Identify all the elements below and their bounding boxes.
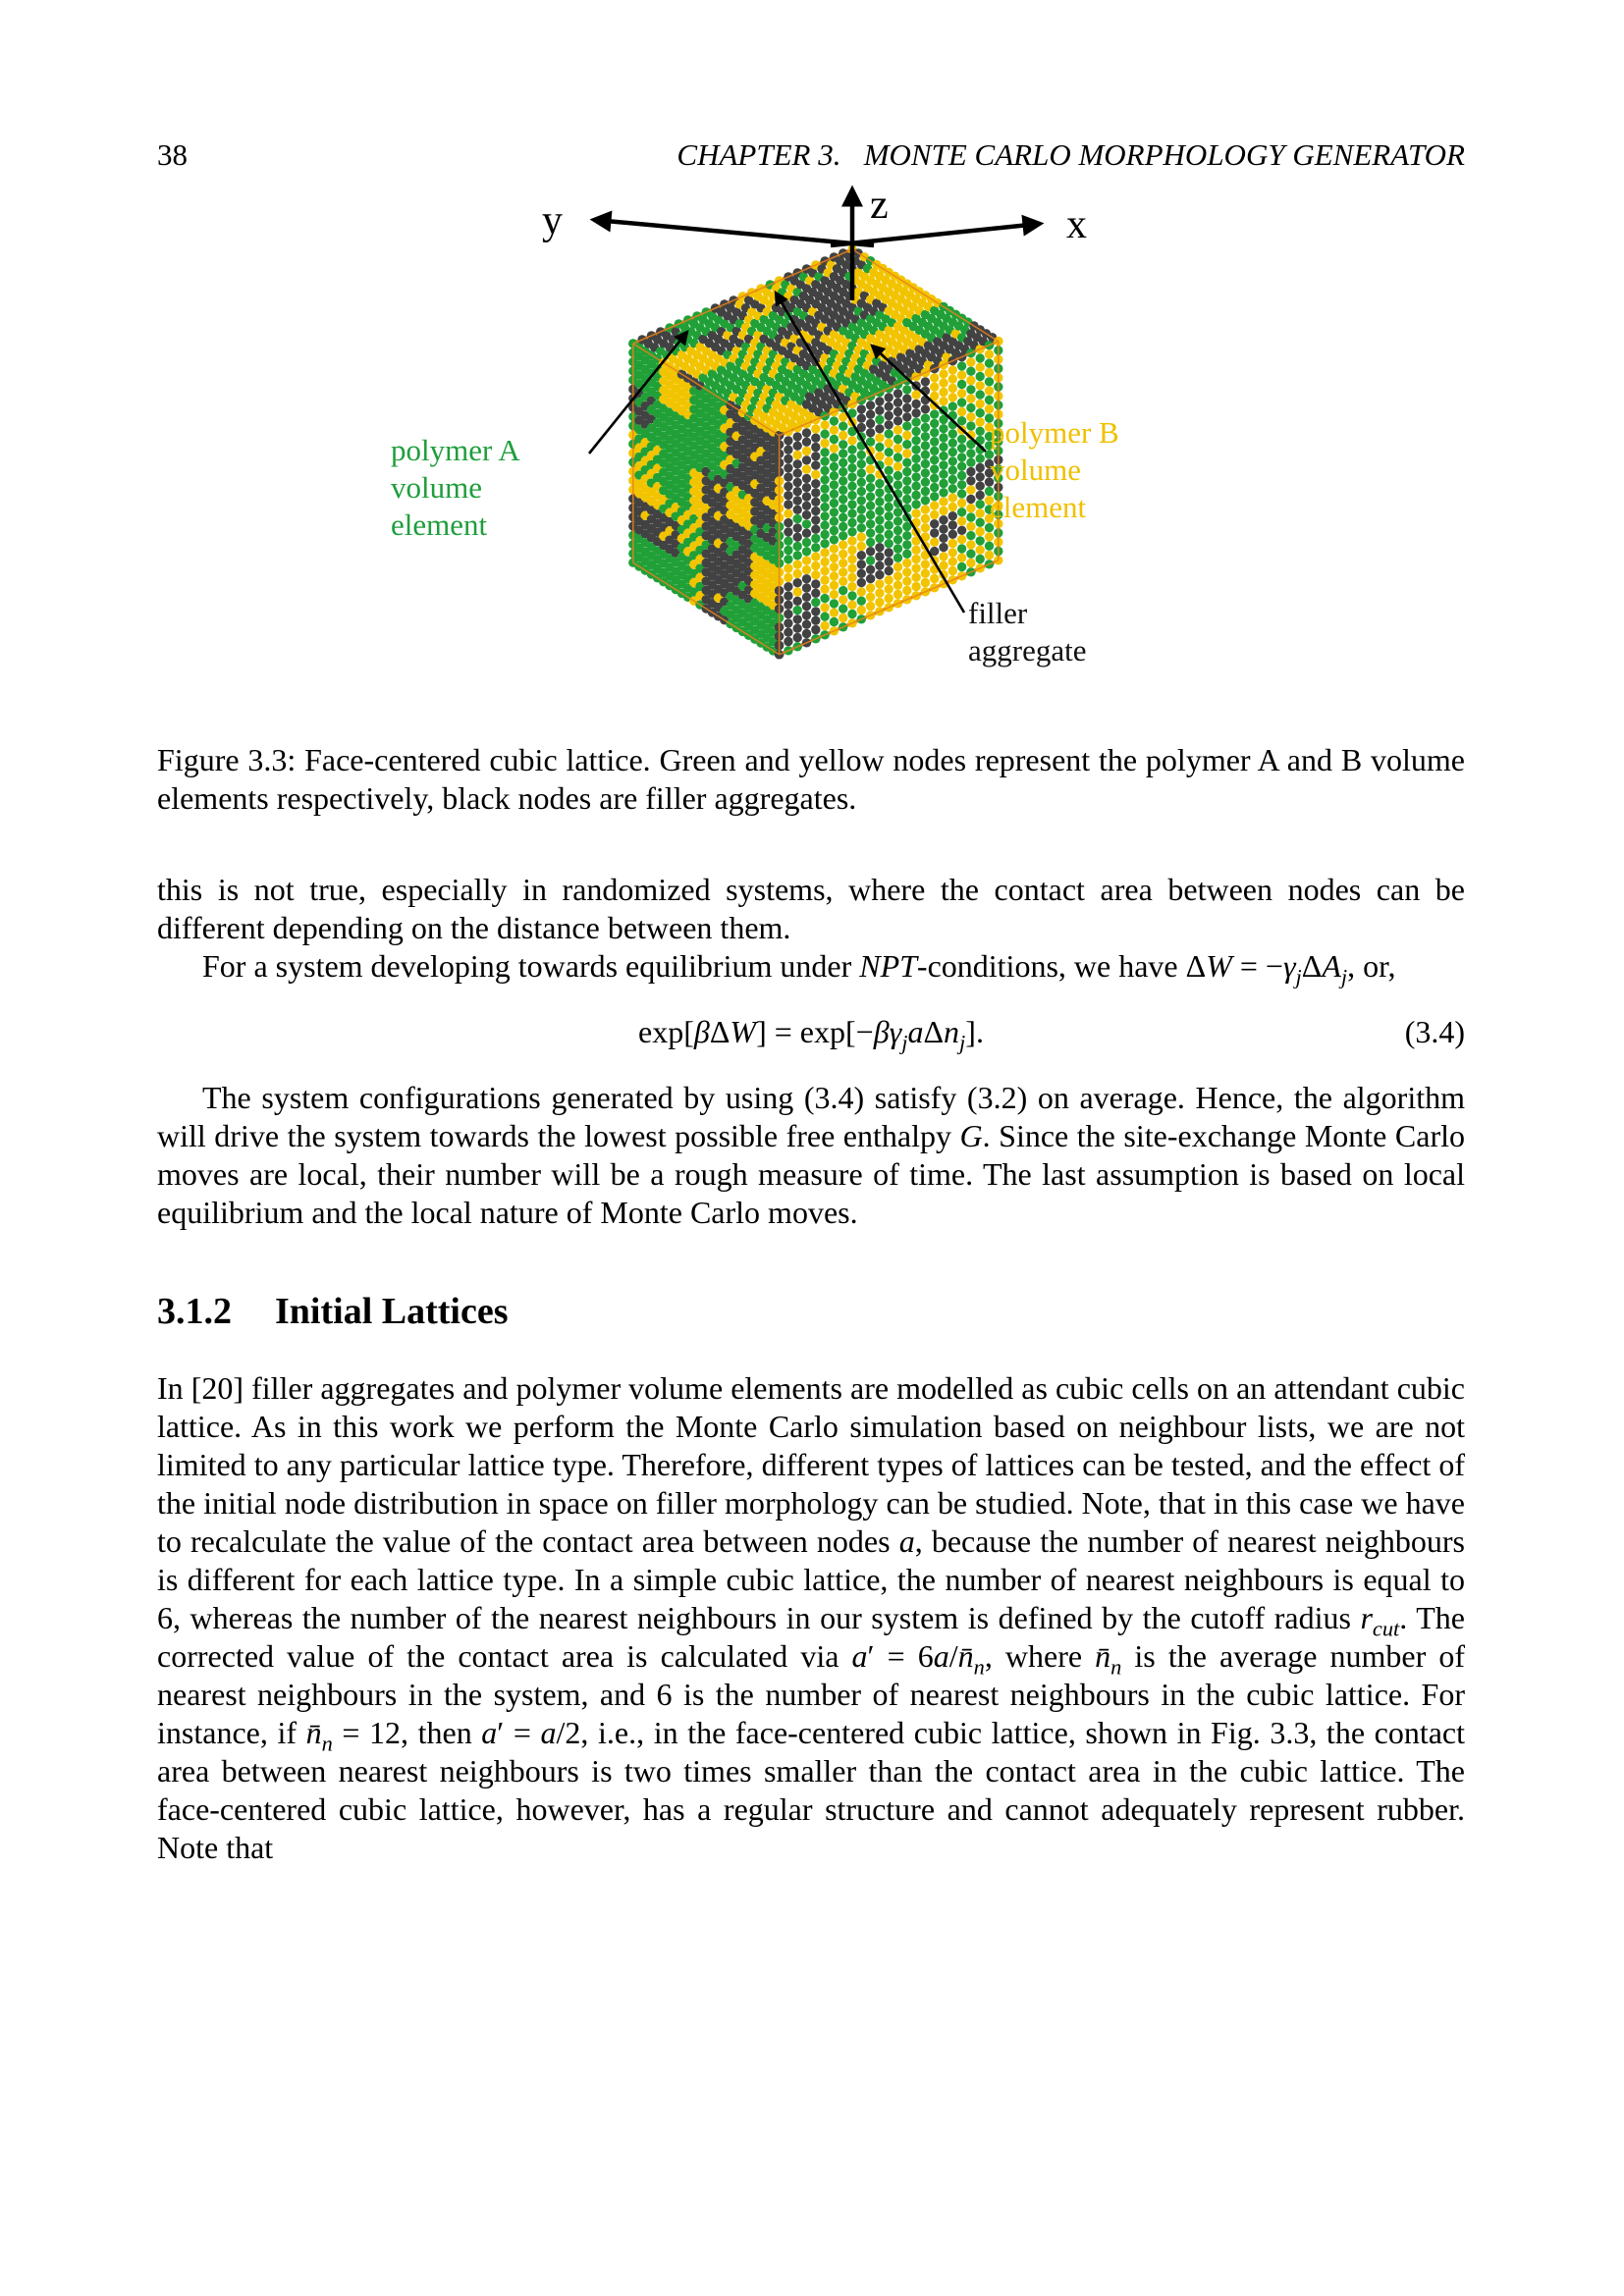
running-head: CHAPTER 3. MONTE CARLO MORPHOLOGY GENERATOR [677, 137, 1465, 172]
paragraph-system-configurations: The system configurations generated by using (3.4) satisfy (3.2) on average. Hence, the algorithm will drive the system towards the lowest possible free enthalpy G. Since the site-exchange Monte Carlo moves are local, their number will be a rough measure of time. The last assumption is based on local equilibrium and the local nature of Monte Carlo moves. [157, 1080, 1466, 1230]
section-title: Initial Lattices [275, 1291, 509, 1332]
polymer-b-label-line: polymer B [990, 415, 1119, 450]
polymer-b-label [990, 414, 1119, 526]
page-header [157, 137, 1465, 173]
lattice-nodes [628, 244, 1002, 659]
axis-label-z: z [870, 183, 889, 228]
lattice-figure [0, 173, 1624, 727]
polymer-a-label [391, 432, 520, 544]
paragraph-contact-area: this is not true, especially in randomized systems, where the contact area between nodes can be different depending on the distance between them. [157, 872, 1465, 945]
equation-number: (3.4) [1404, 1014, 1465, 1049]
filler-aggregate-label [968, 595, 1086, 669]
polymer-a-label-line: element [391, 507, 488, 542]
equation-body: $\exp[\beta\Delta W] = \exp[-\beta\gamma_ja\Delta n_j]$. [638, 1014, 984, 1055]
paragraph-npt-conditions: For a system developing towards equilibrium under NPT-conditions, we have $\Delta W = -\gamma_j\Delta A_j$, or, [202, 948, 1396, 989]
figure-3-3 [0, 173, 1624, 727]
filler-label-line: filler [968, 596, 1028, 630]
axis-label-y: y [542, 198, 563, 243]
filler-label-line: aggregate [968, 633, 1087, 667]
page-number: 38 [157, 137, 188, 172]
polymer-b-label-line: volume [990, 453, 1081, 487]
paragraph-initial-lattices: In [20] filler aggregates and polymer volume elements are modelled as cubic cells on an attendant cubic lattice. As in this work we perform the Monte Carlo simulation based on neighbour lists, we are not limited to any particular lattice type. Therefore, different types of lattices can be tested, and the effect of the initial node distribution in space on filler morphology can be studied. Note, that in this case we have to recalculate the value of the contact area between nodes a, because the number of nearest neighbours is different for each lattice type. In a simple cubic lattice, the number of nearest neighbours is equal to 6, whereas the number of the nearest neighbours in our system is defined by the cutoff radius $r_{cut}$. The corrected value of the contact area is calculated via $a' = 6a/n̄_n$, where $n̄_n$ is the average number of nearest neighbours in the system, and 6 is the number of nearest neighbours in the cubic lattice. For instance, if $n̄_n = 12$, then a′ = a/2, i.e., in the face-centered cubic lattice, shown in Fig. 3.3, the contact area between nearest neighbours is two times smaller than the contact area in the cubic lattice. The face-centered cubic lattice, however, has a regular structure and cannot adequately represent rubber. Note that [157, 1370, 1466, 1865]
figure-caption: Figure 3.3: Face-centered cubic lattice. Green and yellow nodes represent the polymer A and B volume elements respectively, black nodes are filler aggregates. [157, 742, 1465, 816]
axis-label-x: x [1066, 202, 1087, 247]
polymer-b-label-line: element [990, 490, 1087, 524]
section-heading-3-1-2 [157, 1289, 1465, 1334]
y-axis-arrow [595, 220, 874, 245]
polymer-a-label-line: volume [391, 470, 482, 505]
equation-3-4 [157, 1013, 1465, 1055]
polymer-a-label-line: polymer A [391, 433, 520, 467]
section-number: 3.1.2 [157, 1291, 232, 1332]
